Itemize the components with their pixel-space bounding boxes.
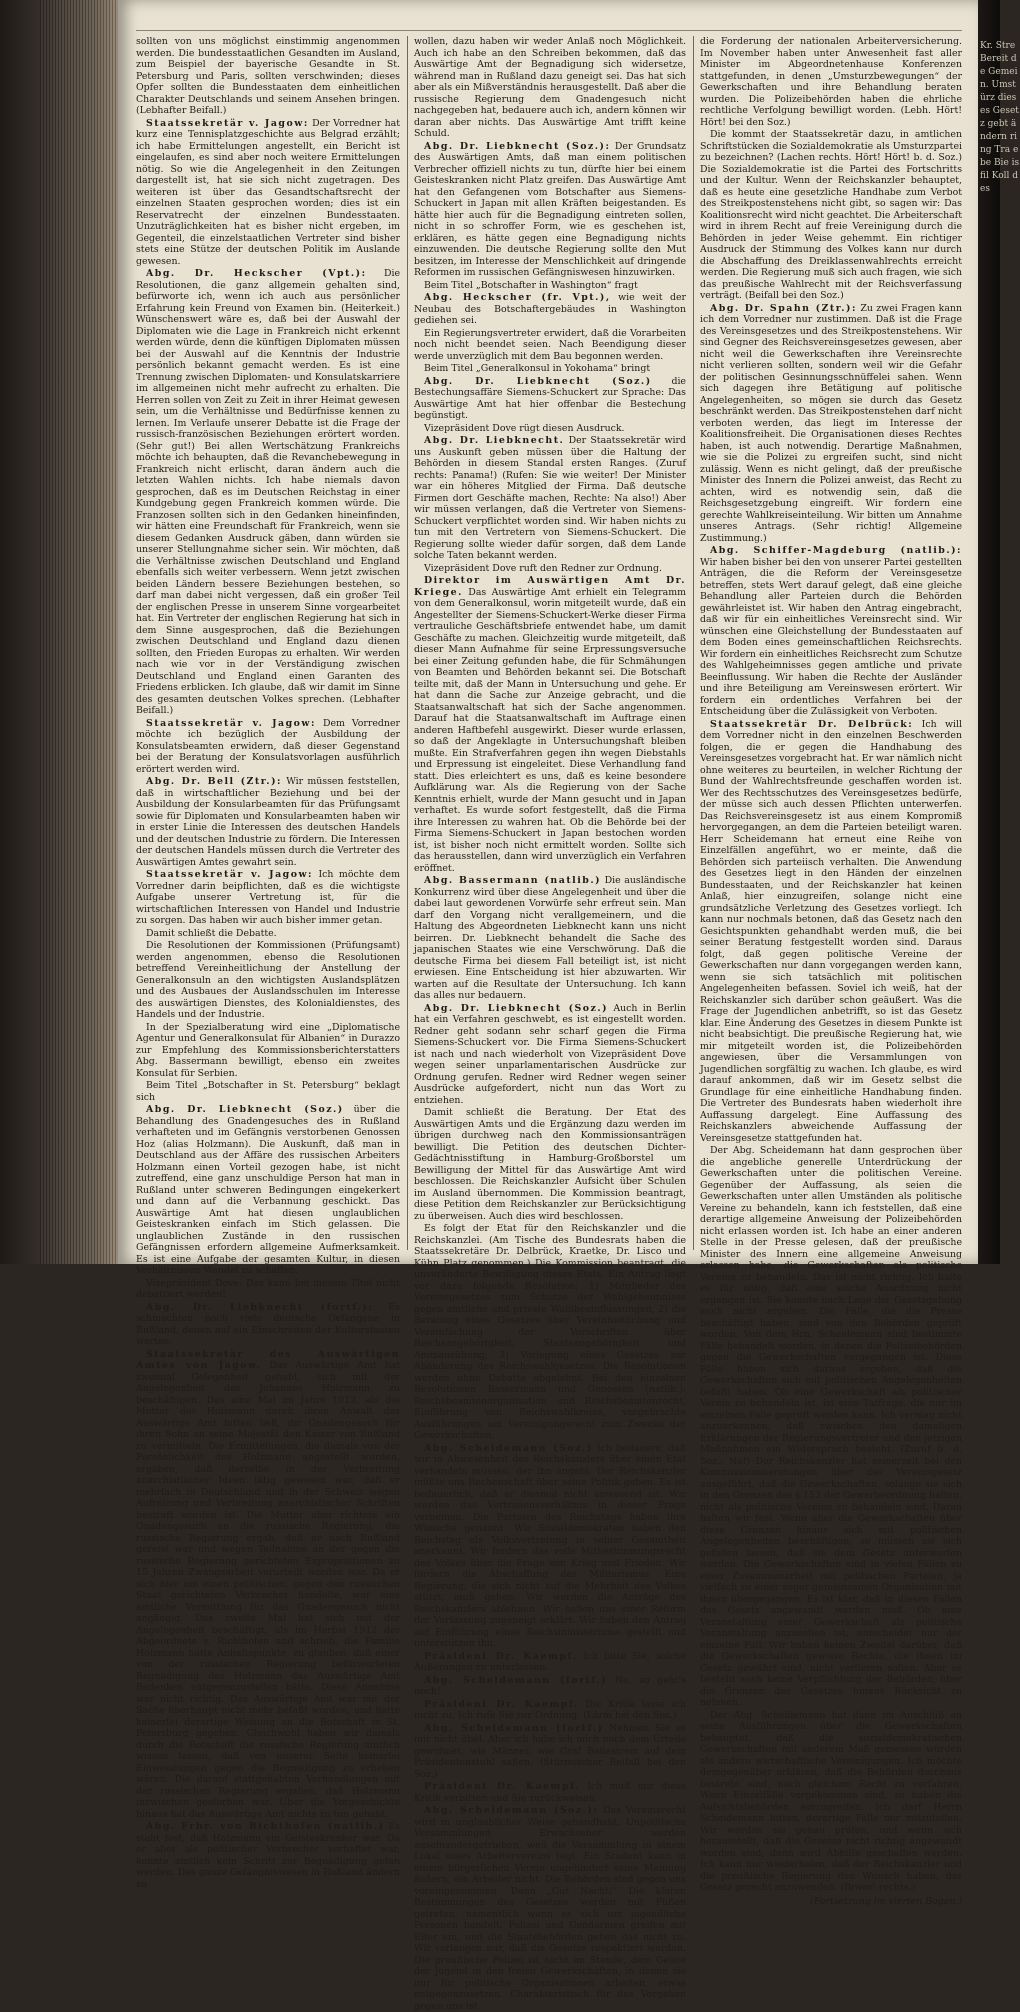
paragraph-text: Das Auswärtige Amt hat zweimal Gelegenheit gehabt, sich mit der Angelegenheit des Johannes Holzmann zu beschäftigen. Das eine Mal im Jahre 1912, als die Mutter des Holzmann durch ihren Anwalt das Auswärtige Amt bitten ließ, ihr Gnadengesuch für ihren Sohn an seine Majestät den Kaiser von Rußland zu vermitteln. Die Ermittelungen, die damals von der Persönlichkeit des Holzmann angestellt wurden, ergaben, daß derselbe in der Verbreitung anarchistischer Ideen tätig gewesen war, daß er mehrfach in Deutschland und in der Schweiz wegen Aufreizung und Verbreitung anarchistischer Schriften bestraft worden ist. Die Mutter aber richtete ein Gnadengesuch an die russische Regierung, die russische Regierung ergab, daß er nach Rußland gereist war und wegen Teilnahme an der gegen die russische Regierung gerichteten Expropriationen zu 15 Jahren Zwangsarbeit verurteilt worden war. Da er sich hier um einen politischen, gegen den russischen Staat gerichteten Verbrecher handelte, war eine amtliche Vermittlung für das Gnadengesuch nicht angängig. Das zweite Mal hat sich mit der Angelegenheit beschäftigt, als im Herbst 1912 der Abgeordnete v. Richthofen und schrieb, die Familie Holzmann hätte Anhaltspunkte, zu glauben, daß einer von der russischen Regierung befürworteten Begnadigung des Holzmann das Auswärtige Amt Bedenken entgegenzustellen hätte. Diese Annahme war nicht richtig. Das Auswärtige Amt war mit der Sache überhaupt nicht mehr befaßt worden, und hatte keinerlei derartige Weisung an die Botschaft in St. Petersburg gegeben. Gleichwohl haben wir damals durch die Botschaft die russische Regierung amtlich wissen lassen, daß von unserer Seite keinerlei Einwendungen gegen die Begnadigung zu erheben wären. Die darauf stattgehabten Verhandlungen mit der russischen Regierung ergaben, daß Holzmann inzwischen gestorben war. Über die Vorgeschichte hinaus hat das Auswärtige Amt nichts zu tun gehabt. [136, 1360, 400, 1820]
paragraph-text: Der Staatssekretär wird uns Auskunft geben müssen über die Haltung der Behörden in diesem Standal ersten Ranges. (Zuruf rechts: Panama!) (Rufen: Sie wie weiter! Der Minister war ein höheres Mitglied der Firma. Daß deutsche Firmen dort Geschäfte machen, Rechte: Na also!) Aber wir müssen verlangen, daß die Vertreter von Siemens-Schuckert verpflichtet worden sind. Wir haben nichts zu tun mit den Vertretern von Siemens-Schuckert. Die Regierung sollte wieder dafür sorgen, daß dem Lande solche Taten bekannt werden. [414, 435, 686, 561]
paragraph [414, 36, 686, 140]
top-rule [136, 30, 962, 31]
paragraph-text: Vizepräsident Dove: Das kann bei diesem Titel nicht debattiert werden! [136, 1277, 400, 1300]
speaker-name: Staatssekretär des Auswärtigen Amtes von Jagow. [136, 1348, 400, 1371]
paragraph-text: Die Kritik lasse ich nicht zu. Ich rufe Sie zur Ordnung. (Lärm bei den Soz.) [414, 1698, 687, 1721]
paragraph [136, 718, 400, 776]
paragraph-text: Nehmen Sie es mir nicht übel. Aber ich habe ich mich noch dem Urteile gewidmet, wie Männer, wie Graf Ballestrem auf dem Präsidentenstuhl saßen. (Stürmischer Beifall bei den Soz.) [414, 1722, 686, 1780]
paragraph-text: Der Abg. Scheidemann hat dann gesprochen über die angebliche generelle Unterdrückung der Gewerkschaften unter die politischen Vereine. Gegenüber der Auffassung, als seien die Gewerkschaften unter allen Umständen als politische Vereine zu behandeln, kann ich feststellen, daß eine derartige allgemeine Anweisung der Polizeibehörden nicht erlassen worden ist. Ich habe an einer anderen Stelle in der Presse gelesen, daß der preußische Minister des Innern eine allgemeine Anweisung erlassen habe, die Gewerkschaften als politische Vereine zu behandeln. Das ist nicht richtig. Ich halte es für nötig, daß eine solche Anordnung nicht ergangen ist. Sie konnte nach Lage der Gesetzgebung auch nicht ergehen. Die Fälle, die die Presse beschäftigt haben, sind von den Behörden geprüft worden. Von dem Hrn. Scheidemann sind bestimmte Fälle behandelt worden, in denen die Polizeibehörden gegen die Gewerkschaften vorgegangen ist. Diese Fälle haben sich daraus ergeben, daß die Gewerkschaften sich mit politischen Angelegenheiten befaßt haben. Ob eine Gewerkschaft als politischer Verein zu behandeln ist, ist eine Tatfrage, die nur im einzelnen Falle geprüft werden kann. Ich vermag nicht anzuerkennen, daß zwischen den damaligen Erklärungen der Regierungsvertreter und den jetzigen Maßnahmen ein Widerspruch besteht. (Zuruf b. d. Soz.: Na!) Der Reichskanzler hat seinerzeit bei den Kommissionsberatungen über das Vereinsgesetz ausgeführt, daß die Gewerkschaften, solange sie sich in den Grenzen des § 152 der Gewerbeordnung halten, nicht als politische Vereine zu behandeln sind. Daran halten wir fest. Wenn aber die Gewerkschaften über diese Grenzen hinaus sich mit politischen Angelegenheiten beschäftigen, so müssen sie sich gefallen lassen, daß sie dem Gesetz unterworfen werden. Die Gewerkschaften sind in vielen Fällen zu einer Zusammenarbeit mit politischen Parteien, ja vielfach zu einer sogar gemeinsamen Organisation mit ihnen übergegangen. Es ist klar, daß in diesen Fällen das Gesetz angewandt werden muß. Ob eine Veranstaltung einer Gewerkschaft als politische Veranstaltung anzusehen ist, entscheidet nur der einzelne Fall. Wir haben keinen Zweifel darüber, daß die Gewerkschaften gewisse Rechte, die ihnen im Gesetz gewährt sind, nicht verlieren sollen. Aber es besteht auch keine Verpflichtung der Behörden, über die Grenzen des Gesetzes hinaus Rücksicht zu nehmen. [700, 1145, 962, 1708]
paragraph [136, 1302, 400, 1348]
paragraph-text: Ein Regierungsvertreter erwidert, daß die Vorarbeiten noch nicht beendet seien. Nach Beendigung dieser werde unverzüglich mit dem Bau begonnen werden. [414, 327, 686, 362]
paragraph-text: Die Resolutionen, die ganz allgemein gehalten sind, befürworte ich, wenn ich auch aus persönlicher Erfahrung kein Freund von Examen bin. (Heiterkeit.) Wünschenswert wäre es, daß bei der Auswahl der Diplomaten wie die Lage in Frankreich nicht erkennt werden würde, denn die künftigen Diplomaten müssen bei der Auswahl auf die Kenntnis der Industrie persönlich bekannt gemacht werden. Es ist eine Trennung zwischen Diplomaten- und Konsulatskarriere im allgemeinen nicht mehr aufrecht zu erhalten. Die Herren sollen von Zeit zu Zeit in ihrer Heimat gewesen sein, um die Verhältnisse und Bedürfnisse kennen zu lernen. Im Verlaufe unserer Debatte ist die Frage der russisch-französischen Beziehungen erörtert worden. (Sehr gut!) Bei allen Wertschätzung Frankreichs möchte ich behaupten, daß die Revanchebewegung in Frankreich nicht erlischt, daran ändern auch die letzten Wahlen nichts. Ich habe niemals davon gesprochen, daß es im Deutschen Reichstag in einer Kundgebung gegen Frankreich kommen würde. Die Franzosen sollten sich in den Gedanken hineinfinden, wir hätten eine Freundschaft für Frankreich, wenn sie diesem Gedanken Ausdruck gäben, dann würden sie unserer Stellungnahme sicher sein. Wir möchten, daß die Verhältnisse zwischen Deutschland und England ebenfalls sich weiter verbessern. Wenn jetzt zwischen beiden Ländern bessere Beziehungen bestehen, so darf man dabei nicht vergessen, daß ein großer Teil der englischen Presse in unserem Sinne vorgearbeitet hat. Ein Vertreter der englischen Regierung hat sich in dem Sinne ausgesprochen, daß die Beziehungen zwischen Deutschland und England dazu dienen sollten, den Frieden Europas zu erhalten. Wir werden nach wie vor in der Verständigung zwischen Deutschland und England einen Garanten des Friedens erblicken. Ich glaube, daß wir damit im Sinne des gesamten deutschen Volkes sprechen. (Lebhafter Beifall.) [136, 268, 401, 716]
speaker-name: Abg. Dr. Liebknecht (fortf.): [146, 1301, 374, 1313]
column-rule [407, 36, 408, 1250]
paragraph [414, 435, 686, 562]
paragraph-text: sollten von uns möglichst einstimmig angenommen werden. Die bundesstaatlichen Gesandten im Ausland, zum Beispiel der bayerische Gesandte in St. Petersburg und Paris, sollten verschwinden; dieses Opfer sollten die Bundesstaaten dem einheitlichen Charakter Deutschlands und seinem Ansehen bringen. (Lebhafter Beifall.) [136, 36, 400, 116]
paragraph [700, 719, 962, 1145]
speaker-name: Abg. Scheidemann (fortf.) [424, 1674, 608, 1686]
paragraph [414, 1003, 686, 1107]
paragraph [414, 280, 686, 292]
paragraph [414, 363, 686, 375]
paragraph-text: Die ausländische Konkurrenz wird über diese Angelegenheit und über die dabei laut gewordenen Vorwürfe sehr erfreut sein. Man darf den Vorgang nicht verallgemeinern, und die Haltung des Abgeordneten Liebknecht kann uns nicht beirren. Dr. Liebknecht behandelt die Sache des japanischen Staates wie eine Verschwörung. Daß die deutsche Firma bei diesem Fall beteiligt ist, ist nicht erwiesen. Eine Entscheidung ist hier abzuwarten. Wir warten auf die Resultate der Untersuchung. Ich kann das alles nur bedauern. [414, 875, 686, 1001]
paragraph-text: Na, so geht's noch! [414, 1674, 686, 1697]
paragraph-text: Vizepräsident Dove rügt diesen Ausdruck. [424, 422, 625, 434]
paragraph-text: Damit schließt die Beratung. Der Etat des Auswärtigen Amts und die Ergänzung dazu werden im übrigen durchweg nach den Kommissionsanträgen bewilligt. Die Petition des deutschen Dichter-Gedächtnisstiftung in Hamburg-Großborstel um Bewilligung der Mittel für das Auswärtige Amt wird beschlossen. Die Reichskanzler Aufsicht über Schulen im Ausland übernommen. Die Kommission beantragt, diese Petition dem Reichskanzler zur Berücksichtigung zu überweisen. Auch dies wird beschlossen. [414, 1107, 686, 1222]
paragraph [136, 928, 400, 940]
paragraph-text: Es schmachten noch viele deutsche Gefangene in Rußland, denen auf ein Einschreiten der Kulturstaaten warten. [136, 1301, 400, 1347]
paragraph [700, 36, 962, 128]
spine-texture [40, 0, 120, 1264]
paragraph-text: Der Grundsatz des Auswärtigen Amts, daß man einem politischen Verbrecher offiziell nichts zu tun, dürfte hier bei einem Geisteskranken nicht Platz greifen. Das Auswärtige Amt hat den Gefangenen vom Botschafter aus Siemens-Schuckert in Japan mit allen Kräften beigestanden. Es hätte hier auch für die Begnadigung eintreten sollen, nicht in so schroffer Form, wie es geschehen ist, erklären, es hätte gegen eine Begnadigung nichts einzuwenden. Die deutsche Regierung sollte den Mut besitzen, im Interesse der Menschlichkeit auf dringende Reformen im russischen Gefängniswesen hinzuwirken. [414, 140, 686, 278]
speaker-name: Abg. Schiffer-Magdeburg (natlib.): [710, 545, 962, 556]
paragraph [414, 1723, 686, 1781]
paragraph-text: Ich bedauere, daß wir in Abwesenheit des Reichskanzlers über einen Etat verhandeln müssen, der ihn angeht. Der Reichskanzler müßte uns Rechenschaft über seine Politik geben. Es ist bedauerlich, daß er diesmal nicht anwesend ist. Wir werden das Vertrauensverhältnis in dieser Frage verneinen. Die Parteien des Reichstags haben ihre Wünsche genannt. Wir Sozialdemokraten haben den Reichstag als Volksvertretung in seiner Gesamtheit anerkannt. Wir fordern das volle Mitbestimmungsrecht des Volkes über die Frage von Krieg und Frieden. Wir fordern die Abschaffung des Militarismus. Eine Regierung, die sich nicht auf die Mehrheit des Volkes stützt, muß gehen. Wir werden die Anträge des Reichskanzlers ablehnen. Wir haben uns einer Reform der Verfassung zugeneigt erklärt. Wir haben den Antrag auf Einführung eines Reichsministeriums gestellt und unterstützen ihn. [414, 1442, 686, 1649]
paragraph-text: Die kommt der Staatssekretär dazu, in amtlichen Schriftstücken die Sozialdemokratie als Umsturzpartei zu bezeichnen? (Lachen rechts. Hört! Hört! b. d. Soz.) Die Sozialdemokratie ist die Partei des Fortschritts und der Kultur. Wenn der Reichskanzler behauptet, daß es heute eine gesetzliche Handhabe zum Verbot des Streikpostenstehens nicht gibt, so sagen wir: Das Koalitionsrecht wird nicht geachtet. Die Arbeiterschaft wird in ihrem Recht auf freie Vereinigung durch die Behörden in jeder Weise gehemmt. Ein richtiger Ausdruck der Stimmung des Volkes kann nur durch die Abschaffung des Dreiklassenwahlrechts erreicht werden. Die Regierung muß sich auch fragen, wie sich das preußische Wahlrecht mit der Reichsverfassung verträgt. (Beifall bei den Soz.) [700, 129, 962, 301]
paragraph [414, 575, 686, 874]
paragraph [414, 328, 686, 363]
speaker-name: Abg. Scheidemann (fortf.) [424, 1722, 604, 1734]
paragraph [136, 1278, 400, 1301]
paragraph-text: Die Resolutionen der Kommissionen (Prüfungsamt) werden angenommen, ebenso die Resolutionen betreffend Vereinheitlichung der Anstellung der Generalkonsuln an den wichtigsten Auslandsplätzen und des Ausbaues der Auslandsschulen im Interesse des auswärtigen Dienstes, des Kolonialdienstes, des Handels und der Industrie. [136, 940, 400, 1020]
speaker-name: Abg. Dr. Bell (Ztr.): [146, 776, 282, 787]
speaker-name: Abg. Dr. Liebknecht (Soz.): [424, 140, 611, 152]
paragraph-text: Das Auswärtige Amt erhielt ein Telegramm von dem Generalkonsul, worin mitgeteilt wurde, daß ein Angestellter der Siemens-Schuckert-Werke dieser Firma vertrauliche Geschäftsbriefe entwendet habe, um damit Geschäfte zu machen. Gleichzeitig wurde mitgeteilt, daß dieser Mann Aufnahme für seine Erpressungsversuche bei einer Zeitung gefunden habe, die für Schmähungen von Beamten und Behörden bekannt sei. Die Botschaft teilte mit, daß der Mann in Untersuchung und gehe. Er hat dann die Sache zur Anzeige gebracht, und die Staatsanwaltschaft hat sich der Sache angenommen. Darauf hat die Staatsanwaltschaft im Auftrage einen anderen Haftbefehl ausgewirkt. Dieser wurde erlassen, so daß der Angeklagte in Untersuchungshaft bleiben mußte. Ein Strafverfahren gegen ihn wegen Diebstahls und Erpressung ist eingeleitet. Diese Verhandlung fand statt. Dies erleichtert es uns, daß es keine besondere Aufklärung war. Als die Regierung von der Sache Kenntnis erhielt, wurde der Mann gesucht und in Japan verhaftet. Es wurde sofort festgestellt, daß die Firma ihre Interessen zu wahren hat. Ob die Behörde bei der Firma Siemens-Schuckert in Japan bestochen worden ist, ist bisher noch nicht ermittelt worden. Sollte sich das herausstellen, dann wird unverzüglich ein Verfahren eröffnet. [414, 586, 686, 874]
paragraph-text: Wir müssen feststellen, daß in wirtschaftlicher Beziehung und bei der Ausbildung der Konsularbeamten für das Prüfungsamt sowie für Diplomaten und Konsularbeamten haben wir in erster Linie die Interessen des deutschen Handels und der deutschen Industrie zu fördern. Die Interessen der deutschen Handels müssen durch die Vertreter des Auswärtigen Amtes gewahrt sein. [136, 776, 400, 868]
paragraph [414, 1805, 686, 2012]
paragraph-text: Zu zwei Fragen kann ich dem Vorredner nur zustimmen. Daß ist die Frage des Vereinsgesetzes und des Streikpostenstehens. Wir sind Gegner des Reichsvereinsgesetzes gewesen, aber nicht weil die Gewerkschaften ihre Vereinsrechte nicht verlieren sollten, sondern weil wir die Gefahr der politischen Gesinnungsschnüffelei sahen. Wenn sich dagegen ihre Betätigung auf politische Angelegenheiten, so mögen sie durch das Gesetz beschränkt werden. Das Streikpostenstehen darf nicht verboten werden, das liegt im Interesse der Koalitionsfreiheit. Die Organisationen dieses Rechtes haben, ist auch notwendig. Derartige Maßnahmen, wie sie die Polizei zu ergreifen sucht, sind nicht zulässig. Wenn es nicht gelingt, daß der preußische Minister des Innern die Polizei anweist, das Recht zu achten, wird es notwendig sein, daß die Reichsgesetzgebung eingreift. Wir fordern eine gerechte Wahlkreiseinteilung. Wir bitten um Annahme unseres Antrags. (Sehr richtig! Allgemeine Zustimmung.) [700, 302, 962, 544]
next-page-fragment: Kr. Stre Bereit de Gemein. Umstürz dieses Gesetz gebt ändern ring Tra ebe Bie is fil Koll des [980, 41, 1020, 194]
paragraph-text: Ich bitte Sie, solche Äußerungen zu unterlassen. [414, 1650, 686, 1673]
paragraph [414, 1443, 686, 1650]
continuation-note: (Fortsetzung im vierten Bogen.) [810, 1895, 962, 1907]
paragraph [136, 118, 400, 268]
paragraph [414, 423, 686, 435]
paragraph [136, 1022, 400, 1080]
paragraph [136, 940, 400, 1021]
paragraph [700, 1145, 962, 1709]
paragraph [414, 141, 686, 279]
paragraph [136, 268, 400, 717]
paragraph-text: Auch in Berlin hat ein Verfahren geschwebt, es ist eingestellt worden. Redner geht sodann sehr scharf gegen die Firma Siemens-Schuckert vor. Die Firma Siemens-Schuckert ist nach und nach wiederholt von Vizepräsident Dove wegen seiner unparlamentarischen Ausdrücke zur Ordnung gerufen. Redner wird Redner wegen seiner Ausdrücke aufgefordert, nicht nun das Wort zu entziehen. [414, 1002, 687, 1106]
speaker-name: Staatssekretär v. Jagow: [146, 117, 309, 129]
paragraph [700, 545, 962, 718]
column-rule [693, 36, 694, 1250]
paragraph [136, 776, 400, 868]
text-column-1 [136, 36, 401, 1890]
paragraph [414, 1675, 686, 1698]
paragraph-text: Der Vorredner hat kurz eine Tennisplatzgeschichte aus Belgrad erzählt; ich habe Ermittelungen angestellt, ein Bericht ist eingelaufen, es sind aber noch weitere Ermittelungen nötig. So wie die Angelegenheit in den Zeitungen dargestellt ist, hat sie sich nicht zugetragen. Des weiteren ist über das Gesandtschaftsrecht der einzelnen Staaten gesprochen worden; dies ist ein Reservatrecht der einzelnen Bundesstaaten. Unzuträglichkeiten hat es bisher nicht ergeben, im Gegenteil, die einzelstaatlichen Vertreter sind bisher stets eine Stütze der deutschen Politik im Auslande gewesen. [136, 117, 400, 267]
paragraph-text: die Forderung der nationalen Arbeiterversicherung. Im November haben unter Anwesenheit fast aller Minister im Abgeordnetenhause Konferenzen stattgefunden, in denen „Umsturzbewegungen“ der Gewerkschaften und ihre Behandlung beraten wurden. Die Polizeibehörden haben die ehrliche rechtliche Verfolgung bewilligt worden. (Lebh. Hört! Hört! bei den Soz.) [700, 36, 962, 128]
paragraph [136, 1821, 400, 1890]
speaker-name: Abg. Bassermann (natlib.) [424, 875, 602, 886]
speaker-name: Abg. Dr. Liebknecht. [424, 435, 565, 446]
speaker-name: Abg. Scheidemann (Soz.) [424, 1442, 593, 1454]
paragraph [136, 869, 400, 927]
speaker-name: Abg. Scheidemann (Soz.): [424, 1805, 599, 1816]
paragraph [136, 1104, 400, 1277]
speaker-name: Abg. Dr. Liebknecht (Soz.) [424, 1002, 609, 1014]
paragraph-text: Ich will dem Vorredner nicht in den einzelnen Beschwerden folgen, die er gegen die Handhabung des Vereinsgesetzes vorgebracht hat. Er war nämlich nicht ohne weiteres zu beurteilen, in welcher Richtung der Bund der Wahlrechtsfreunde geschaffen worden ist. Wer des Rechtsschutzes des Vereinsgesetzes bedürfe, der müsse sich auch dessen Pflichten unterwerfen. Das Reichsvereinsgesetz ist aus einem Kompromiß hervorgegangen, an dem die Parteien beteiligt waren. Herr Scheidemann hat erneut eine Reihe von Einzelfällen angeführt, wo er meinte, daß die Behörden sich parteiisch verhalten. Die Anwendung des Gesetzes liegt in den Händen der einzelnen Bundesstaaten, und der Reichskanzler hat keinen Anlaß, hier einzugreifen, solange nicht eine grundsätzliche Verletzung des Gesetzes vorliegt. Ich kann nur nochmals betonen, daß das Gesetz nach den Gesichtspunkten gehandhabt werden muß, die bei seiner Beratung festgestellt worden sind. Daraus folgt, daß gegen politische Vereine der Gewerkschaften nur dann vorgegangen werden kann, wenn sie sich tatsächlich mit politischen Angelegenheiten befassen. Soviel ich weiß, hat der Reichskanzler sich darüber schon geäußert. Was die Frage der Jugendlichen anbetrifft, so ist das Gesetz klar. Eine Änderung des Gesetzes in diesem Punkte ist nicht beabsichtigt. Die preußische Regierung hat, wie mir mitgeteilt worden ist, die Polizeibehörden angewiesen, über die Versammlungen von Jugendlichen sorgfältig zu wachen. Ich glaube, es wird darauf ankommen, daß wir im Gesetz selbst die Grundlage für eine einheitliche Handhabung finden. Die Vertreter des Bundesrats haben wiederholt ihre Auffassung dargelegt. Eine Auffassung des Reichskanzlers abweichende Auffassung der Vereinsgesetze stattgefunden hat. [700, 718, 962, 1144]
paragraph-text: Der Abg. Scheidemann hat dann im Anschluß an seine Ausführungen über die Gewerkschaften behauptet, daß die sozialdemokratischen Gewerkschaften mit anderem Maß gemessen würden als andere wirtschaftliche Vereinigungen. Ich möchte demgegenüber erklären, daß die Behörden durchaus bestrebt sind, nach gleichem Recht zu verfahren. Wenn Einzelfälle vorgekommen sind, so haben die Aufsichtsbehörden einzugreifen. Ich darf Herrn Scheidemann bitten, derartige Fälle mir mitzuteilen. Wir werden sie genau prüfen, und wenn sich herausstellt, daß die Gesetze nicht richtig angewandt worden sind, dann wird Abhilfe geschaffen werden. Ich kann nur wiederholen, daß der Reichskanzler und die preußische Regierung den Wunsch haben, das Gesetz gerecht anzuwenden. (Bravo! rechts.) [700, 1709, 962, 1893]
paragraph-text: Beim Titel „Generalkonsul in Yokohama“ bringt [424, 363, 651, 374]
paragraph-text: Ich muß mir diese Kritik verbitten und Sie zurückweisen. [414, 1781, 686, 1804]
paragraph [414, 376, 686, 422]
paragraph-text: Wir haben bisher bei den von unserer Partei gestellten Anträgen, die die Reform der Vereinsgesetze betreffen, stets Wert darauf gelegt, daß eine gleiche Behandlung aller Parteien durch die Behörden gewährleistet ist. Wir haben den Antrag eingebracht, daß wir für ein einheitliches Vereinsrecht sind. Wir wünschen eine Gleichstellung der Bundesstaaten auf dem Boden eines gemeinschaftlichen Reichsrechts. Wir fordern ein einheitliches Reichsrecht zum Schutze des Wahlgeheimnisses gegen amtliche und private Beeinflussung. Wir haben die Rechte der Ausländer und ihre Beteiligung am Vereinswesen erörtert. Wir fordern ein ordentliches Verfahren bei der Entscheidung über die Zulässigkeit von Verboten. [700, 556, 962, 717]
paragraph-text: Dem Vorredner möchte ich bezüglich der Ausbildung der Konsulatsbeamten erwidern, daß dieser Gegenstand bei der Beratung der Konsulatsvorlagen ausführlich erörtert werden wird. [136, 717, 400, 775]
next-page-edge [978, 0, 1020, 1264]
text-column-3 [700, 36, 962, 1907]
paragraph [700, 303, 962, 545]
speaker-name: Präsident Dr. Kaempf. [424, 1781, 580, 1792]
paragraph-text: wie weit der Neubau des Botschaftergebäudes in Washington gediehen sei. [414, 292, 686, 326]
paragraph [414, 1107, 686, 1222]
paragraph [414, 1223, 686, 1442]
speaker-name: Abg. Dr. Liebknecht (Soz.) [424, 375, 652, 387]
paragraph-text: Es folgt der Etat für den Reichskanzler und die Reichskanzlei. (Am Tische des Bundesrats haben die Staatssekretäre Dr. Delbrück, Kraetke, Dr. Lisco und Kühn Platz genommen.) Die Kommission beantragt, die unveränderte Bewilligung dieses Etats. Ein Antrag liegt vor dazu folgende Resolution: 1) Mitglieder des Vereinsgesetzes zum Schutze der Wahlgeheimnisse gegen amtliche und private Wahlbeeinflussungen, 2) die Beratung eines Gesetzes über Vereinheitlichung und Vereinfachung der Vorschriften über Reichsangehörigkeit, Staatsangehörigkeit und Amtsausübung, 3) Vorlegung eines Gesetzes zur Abänderung des Reichswahlgesetzes. Die Resolutionen werden ohne Debatte abgelehnt. Bei den einzelnen Resolutionen Bassermann und Genossen (natlib.): Reichsbeamtenorganisation und Reichsbeamtenrecht, Einführung von Reichswahlkreise, vorgebrachte Ausführungen um Vereinigungsrecht zum Zwecke der Gewerkschaften. [414, 1223, 686, 1441]
paragraph-text: Beim Titel „Botschafter in St. Petersburg“ beklagt sich [136, 1080, 400, 1103]
paragraph-text: Damit schließt die Debatte. [146, 927, 277, 939]
paragraph-text: Vizepräsident Dove ruft den Redner zur Ordnung. [424, 562, 662, 574]
speaker-name: Abg. Dr. Liebknecht (Soz.) [146, 1104, 344, 1115]
paragraph [414, 1699, 686, 1722]
speaker-name: Abg. Dr. Heckscher (Vpt.): [146, 268, 367, 279]
paragraph [136, 36, 400, 117]
paragraph-text: In der Spezialberatung wird eine „Diplomatische Agentur und Generalkonsulat für Albanien“ in Durazzo zur Empfehlung des Kommissionsberichterstatters Abg. Bassermann bewilligt, ebenso ein zweites Konsulat für Serbien. [136, 1021, 400, 1079]
paragraph [700, 1710, 962, 1894]
speaker-name: Präsident Dr. Kaempf. [424, 1698, 579, 1710]
paragraph [136, 1349, 400, 1821]
speaker-name: Staatssekretär v. Jagow: [146, 869, 313, 880]
speaker-name: Präsident Dr. Kaempf. [424, 1650, 578, 1662]
speaker-name: Staatssekretär Dr. Delbrück: [710, 718, 914, 730]
paragraph-text: Beim Titel „Botschafter in Washington“ fragt [424, 279, 638, 291]
speaker-name: Direktor im Auswärtigen Amt Dr. Kriege. [414, 575, 686, 598]
paragraph-text: Das Vereinsrecht wird in unglaublicher Weise gehandhabt. Unpolitische Versammlungen Erwachsener werden auseinandergetrieben, weil die Versammlung in einem Lokal eines Arbeitervereins tagt. Ein Student kann in einem bürgerlichen Verein ungehindert seine Meinung äußern, ein Arbeiter nicht. Die Behörden sind gegen uns voreingenommen. Dann „Gut Nacht!“ Die klaren Bestimmungen des Gesetzes werden mit Füßen getreten, namentlich wenn es sich um jugendliche Personen handelt. Polizei und Gendarmen greifen mit Eifer ein, und die Staatsbehörden geben das nicht zu. Wir verlangen nur, daß die Gesetze respektiert werden. Die preußische Polizei ist nicht im Stande, dem Geiste der Jugend in den freien Gewerkschaften, in denen sie nur für politische Organisationen arbeiten, etwas entgegenzusetzen. Charakteristisch für das Vorgehen gegen uns ist [414, 1805, 686, 2012]
paragraph [414, 1781, 686, 1804]
paragraph [414, 1651, 686, 1674]
paragraph-text: wollen, dazu haben wir weder Anlaß noch Möglichkeit. Auch ich habe an den Schreiben bekommen, daß das Auswärtige Amt der Begnadigung sich widersetze, während man in Rußland dazu geneigt sei. Das hat sich aber als ein Mißverständnis herausgestellt. Daß aber die russische Regierung dem Gnadengesuch nicht nachgegeben hat, bedauere auch ich, andern können wir daran aber nichts. Das Auswärtige Amt trifft keine Schuld. [414, 36, 686, 139]
speaker-name: Staatssekretär v. Jagow: [146, 717, 316, 729]
paragraph [136, 1080, 400, 1103]
speaker-name: Abg. Frhr. von Richthofen (natlib.) [146, 1821, 385, 1832]
text-column-2 [414, 36, 687, 2012]
speaker-name: Abg. Heckscher (fr. Vpt.), [424, 292, 611, 303]
paragraph [414, 292, 686, 327]
paragraph-text: über die Behandlung des Gnadengesuches des in Rußland verhafteten und im Gefängnis verstorbenen Genossen Hoz (alias Holzmann). Die Auskunft, daß man in Deutschland aus der Affäre des russischen Arbeiters Holzmann einen Vorteil gezogen habe, ist nicht zutreffend, eine ganz unschuldige Person hat man in Rußland unter schweren Bedingungen eingekerkert und dann auf die Verbannung geschickt. Das Auswärtige Amt hat diesen unglaublichen Geisteskranken einfach im Stich gelassen. Die unglaublichen Zustände in den russischen Gefängnissen erfordern allgemeine Aufmerksamkeit. Es ist eine Aufgabe der gesamten Kultur, in diesen Verhältnissen Wandel zu schaffen. [136, 1104, 400, 1276]
paragraph [414, 563, 686, 575]
paragraph-text: Ich möchte dem Vorredner darin beipflichten, daß es die wichtigste Aufgabe unserer Vertretung ist, für die wirtschaftlichen Interessen von Handel und Industrie zu sorgen. Das haben wir auch bisher immer getan. [136, 869, 400, 926]
paragraph-text: die Bestechungsaffäre Siemens-Schuckert zur Sprache: Das Auswärtige Amt hat hier offenbar die Bestechung begünstigt. [414, 375, 686, 421]
paragraph [700, 129, 962, 302]
paragraph [414, 875, 686, 1002]
paragraph-text: Es steht fest, daß Holzmann ein Geisteskranker war. Da er aber als politischer Verbrecher verhaftet war, konnte amtlich kein Schritt zur Begnadigung getan werden. Das ganze Gefängniswesen in Rußland ändern zu [136, 1821, 400, 1890]
speaker-name: Abg. Dr. Spahn (Ztr.): [710, 302, 857, 314]
